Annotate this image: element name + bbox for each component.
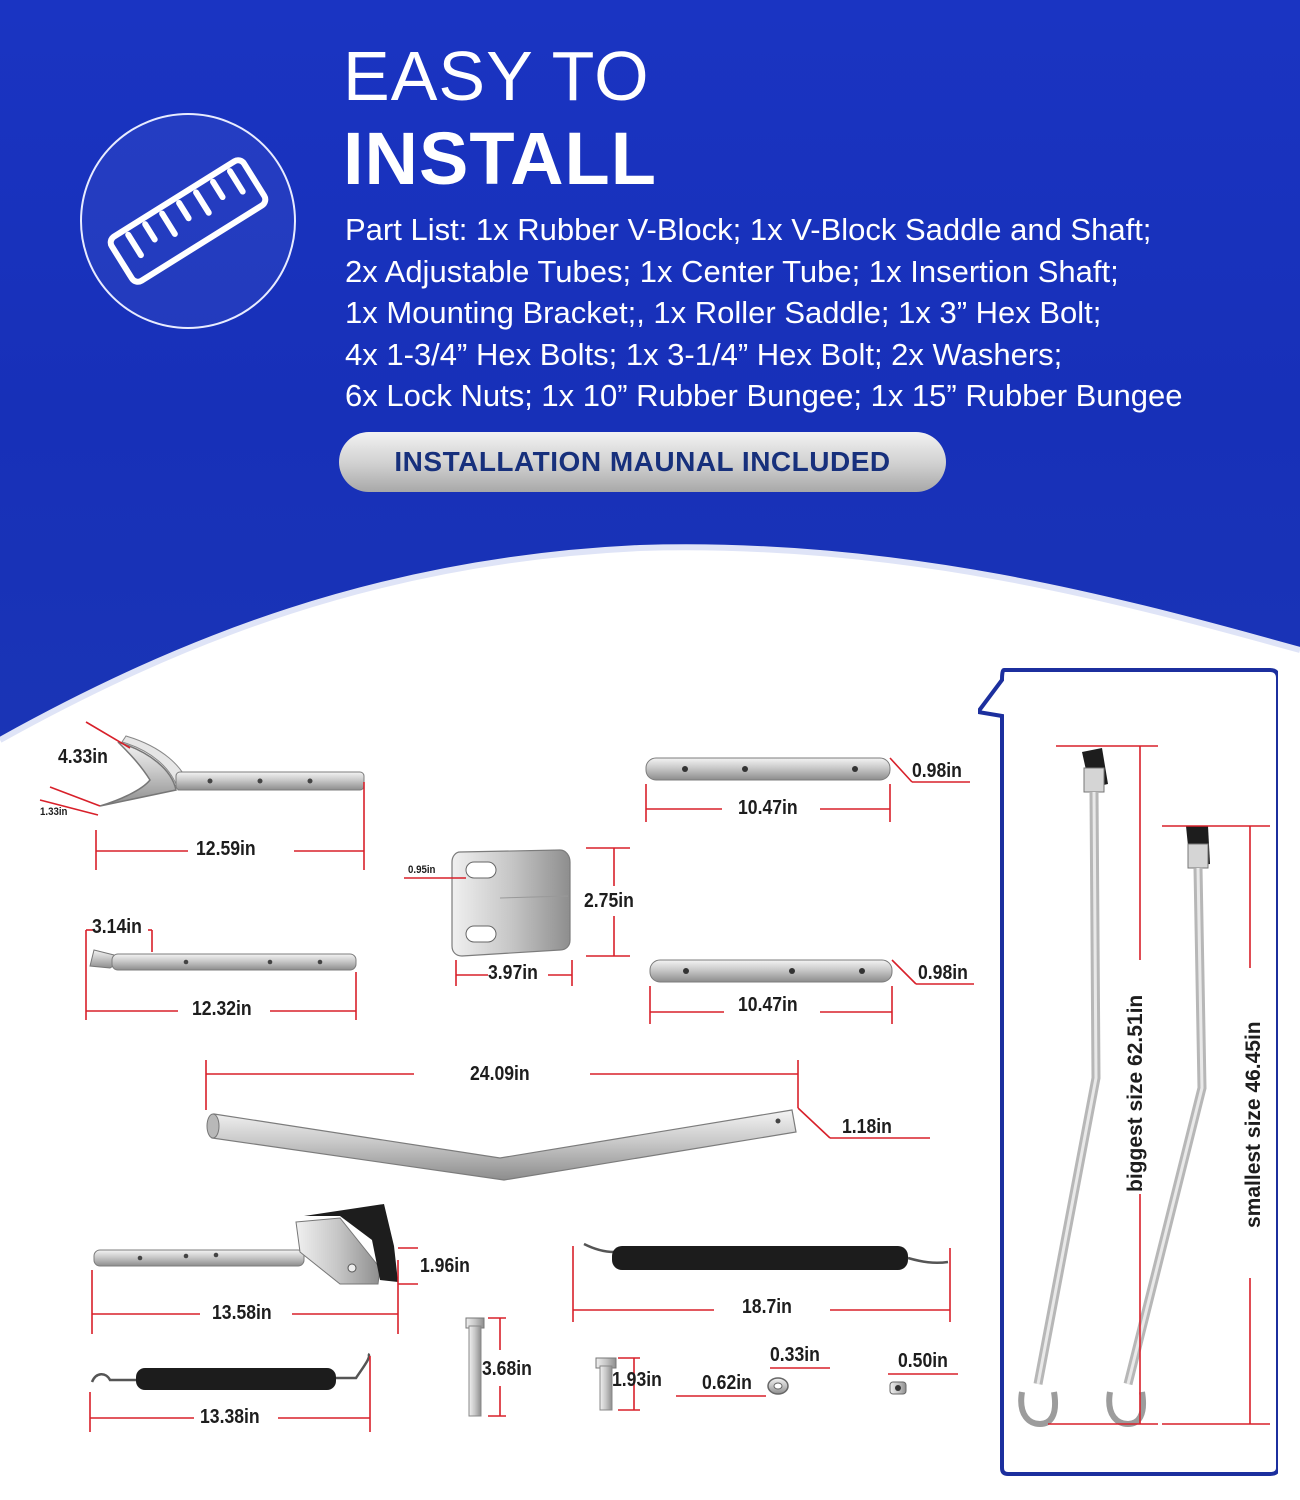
title-line-2: INSTALL: [343, 117, 657, 200]
adjustable-tube-2-part: [650, 960, 892, 982]
dim-bungee10-length: 13.38in: [200, 1406, 260, 1428]
washer-part: [768, 1378, 788, 1394]
smallest-size-label: smallest size 46.45in: [1242, 1021, 1265, 1228]
part-list-line: Part List: 1x Rubber V-Block; 1x V-Block Saddle and Shaft;: [345, 212, 1152, 247]
dim-roller-length: 13.58in: [212, 1302, 272, 1324]
dim-tube2-diameter: 0.98in: [918, 962, 968, 984]
assembled-size-panel: [978, 668, 1278, 1476]
dim-nut-size: 0.50in: [898, 1350, 948, 1372]
manual-included-label: INSTALLATION MAUNAL INCLUDED: [394, 446, 891, 477]
part-list-line: 2x Adjustable Tubes; 1x Center Tube; 1x Insertion Shaft;: [345, 253, 1119, 289]
dim-vblock-length: 12.59in: [196, 838, 256, 860]
part-list-line: 6x Lock Nuts; 1x 10” Rubber Bungee; 1x 15” Rubber Bungee: [345, 378, 1183, 413]
title-line-1: EASY TO: [343, 37, 650, 115]
washer-dimension-lines: [676, 1368, 830, 1396]
roller-saddle-part: [94, 1204, 398, 1284]
dim-center-length: 24.09in: [470, 1063, 530, 1085]
dim-roller-height: 1.96in: [420, 1255, 470, 1277]
dim-insert-length: 12.32in: [192, 998, 252, 1020]
dim-long-bolt: 3.68in: [482, 1358, 532, 1380]
part-list-line: 4x 1-3/4” Hex Bolts; 1x 3-1/4” Hex Bolt; 2x Washers;: [345, 336, 1063, 372]
dim-center-diameter: 1.18in: [842, 1116, 892, 1138]
adjustable-tube-1-part: [646, 758, 890, 780]
dim-tube1-diameter: 0.98in: [912, 760, 962, 782]
center-tube-part: [207, 1110, 796, 1180]
dim-short-bolt: 1.93in: [612, 1369, 662, 1391]
insertion-shaft-part: [90, 950, 356, 970]
dim-bracket-height: 2.75in: [584, 890, 634, 912]
dim-tube1-length: 10.47in: [738, 797, 798, 819]
dim-tube2-length: 10.47in: [738, 994, 798, 1016]
dim-washer-outer: 0.62in: [702, 1372, 752, 1394]
biggest-size-label: biggest size 62.51in: [1124, 994, 1147, 1192]
bungee-15in-part: [584, 1244, 948, 1270]
vblock-saddle-part: [100, 736, 364, 806]
dim-washer-inner: 0.33in: [770, 1344, 820, 1366]
dim-bracket-hole: 0.95in: [408, 864, 436, 876]
dim-vblock-width: 4.33in: [58, 746, 108, 768]
dim-bungee15-length: 18.7in: [742, 1296, 792, 1318]
dim-insert-width: 3.14in: [92, 916, 142, 938]
bungee-10in-part: [92, 1354, 369, 1390]
lock-nut-part: [890, 1382, 906, 1394]
part-list-line: 1x Mounting Bracket;, 1x Roller Saddle; 1x 3” Hex Bolt;: [345, 295, 1102, 330]
center-dimension-lines: [206, 1060, 930, 1138]
dim-vblock-small: 1.33in: [40, 806, 68, 818]
dim-bracket-width: 3.97in: [488, 962, 538, 984]
mounting-bracket-part: [452, 850, 570, 956]
